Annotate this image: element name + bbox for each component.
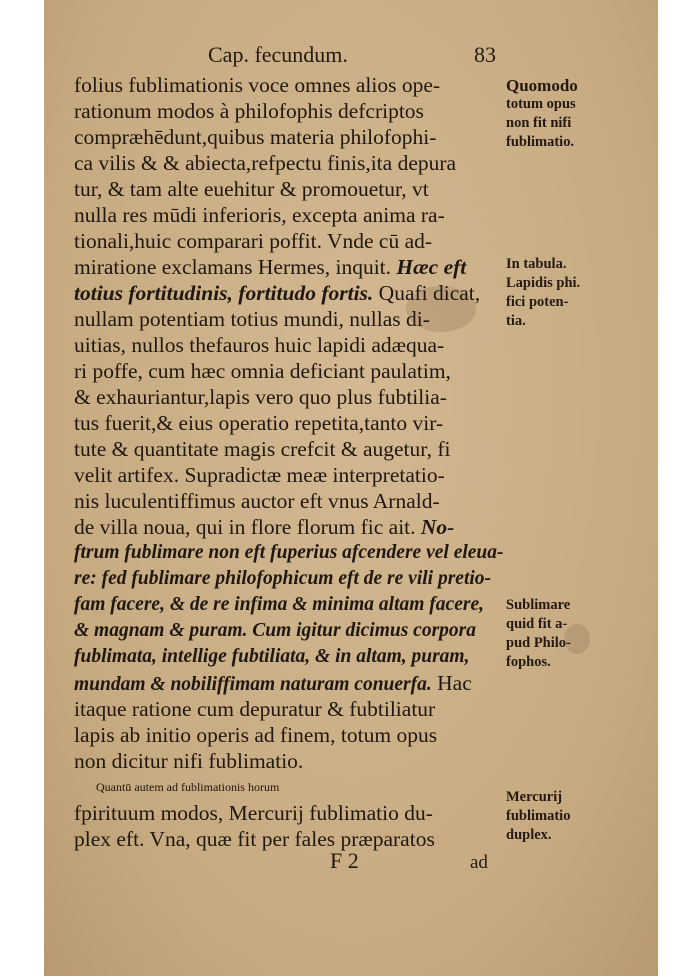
margin-note-line: Sublimare <box>506 597 571 613</box>
catchword: ad <box>470 852 488 873</box>
text-line: velit artifex. Supradictæ meæ interpretatio- <box>74 463 445 487</box>
text-line: tute & quantitate magis crefcit & augetur, fi <box>74 437 451 461</box>
italic-line: ftrum fublimare non eft fuperius afcendere vel eleua- <box>74 542 504 563</box>
margin-note-line: fublimatio <box>506 808 571 824</box>
text-line: nulla res mūdi inferioris, excepta anima ra- <box>74 203 445 227</box>
text-line: plex eft. Vna, quæ fit per fales præparatos <box>74 827 435 851</box>
text-line: tionali,huic comparari poffit. Vnde cū ad- <box>74 229 433 253</box>
margin-note-line: non fit nifi <box>506 115 572 131</box>
italic-line: & magnam & puram. Cum igitur dicimus corpora <box>74 620 476 641</box>
margin-note-line: tia. <box>506 313 526 329</box>
text-line: ri poffe, cum hæc omnia deficiant paulatim, <box>74 359 451 383</box>
text-line: folius fublimationis voce omnes alios ope- <box>74 73 441 97</box>
margin-note <box>506 596 656 672</box>
page-number: 83 <box>474 42 496 67</box>
margin-note-line: Lapidis phi. <box>506 275 581 291</box>
margin-note-line: fici poten- <box>506 294 569 310</box>
text-line: non dicitur nifi fublimatio. <box>74 749 304 773</box>
signature-mark: F 2 <box>330 848 359 873</box>
text-run: Quafi dicat, <box>378 281 481 305</box>
text-run: Hac <box>437 671 472 695</box>
margin-note-line: Quomodo <box>506 76 578 95</box>
italic-line: re: fed fublimare philofophicum eft de re vili pretio- <box>74 568 492 589</box>
margin-note <box>506 255 656 331</box>
margin-note-line: Mercurij <box>506 789 563 805</box>
text-line: & exhauriantur,lapis vero quo plus fubtilia- <box>74 385 447 409</box>
text-line: tus fuerit,& eius operatio repetita,tanto vir- <box>74 411 444 435</box>
margin-note-line: pud Philo- <box>506 635 571 651</box>
text-run: miratione exclamans Hermes, inquit. <box>74 255 392 279</box>
margin-note-line: totum opus <box>506 96 576 112</box>
text-line: compræhēdunt,quibus materia philofophi- <box>74 125 437 149</box>
margin-note-line: duplex. <box>506 827 552 843</box>
running-title: Cap. fecundum. <box>208 42 348 67</box>
page-footer <box>44 848 658 878</box>
text-line: lapis ab initio operis ad finem, totum opus <box>74 723 438 747</box>
italic-run: mundam & nobiliffimam naturam conuerfa. <box>74 674 432 695</box>
book-page <box>44 0 658 976</box>
text-line <box>74 280 502 306</box>
margin-note-line: In tabula. <box>506 256 567 272</box>
margin-note-line: fophos. <box>506 654 551 670</box>
italic-line: fam facere, & de re infima & minima altam facere, <box>74 594 484 615</box>
text-line: nis luculentiffimus auctor eft vnus Arnald- <box>74 489 440 513</box>
italic-run: No- <box>420 515 455 539</box>
text-line: ca vilis & & abiecta,refpectu finis,ita depura <box>74 151 457 175</box>
italic-run: totius fortitudinis, fortitudo fortis. <box>74 281 374 305</box>
text-line: tur, & tam alte euehitur & promouetur, vt <box>74 177 429 201</box>
text-line <box>74 670 502 696</box>
text-line: itaque ratione cum depuratur & fubtiliatur <box>74 697 436 721</box>
running-header <box>44 42 658 70</box>
italic-run: Hæc eft <box>396 255 467 279</box>
text-line: fpirituum modos, Mercurij fublimatio du- <box>74 801 433 825</box>
text-line: rationum modos à philofophis defcriptos <box>74 99 424 123</box>
italic-line: fublimata, intellige fubtiliata, & in altam, puram, <box>74 646 470 667</box>
text-line <box>74 514 502 540</box>
margin-note-line: fublimatio. <box>506 134 575 150</box>
text-line: nullam potentiam totius mundi, nullas di- <box>74 307 430 331</box>
text-line: Quantū autem ad fublimationis horum <box>96 780 280 794</box>
margin-note <box>506 76 656 152</box>
text-line <box>74 254 502 280</box>
margin-note-line: quid fit a- <box>506 616 568 632</box>
text-run: de villa noua, qui in flore florum fic ait. <box>74 515 416 539</box>
text-line: uitias, nullos thefauros huic lapidi adæqua- <box>74 333 445 357</box>
margin-note <box>506 788 656 845</box>
